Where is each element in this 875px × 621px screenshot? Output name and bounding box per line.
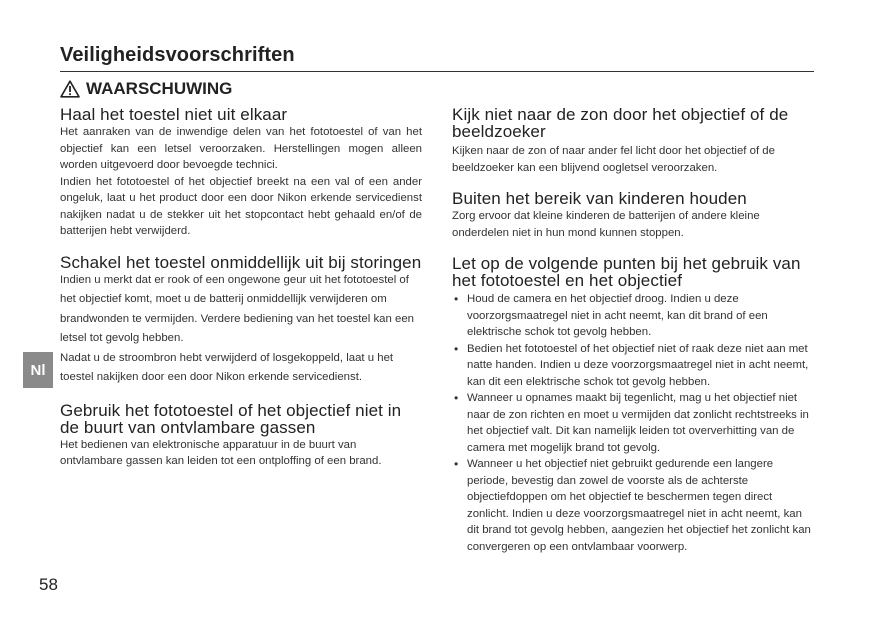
section-heading: Gebruik het fototoestel of het objectief niet in de buurt van ontvlambare gassen <box>60 400 402 437</box>
section-paragraph: Het bedienen van elektronische apparatuur in de buurt van ontvlambare gassen kan leiden tot een ontploffing of een brand. <box>60 438 382 467</box>
right-column <box>452 106 814 569</box>
section-heading: Let op de volgende punten bij het gebruik van het fototoestel en het objectief <box>452 254 801 290</box>
section-sun <box>452 106 814 176</box>
list-item: • Houd de camera en het objectief droog. Indien u deze voorzorgsmaatregel niet in acht neemt, kan dit brand of een elektrische schok tot gevolg hebben. <box>452 291 814 341</box>
section-heading: Kijk niet naar de zon door het objectief of de beeldzoeker <box>452 105 789 141</box>
section-children <box>452 190 814 241</box>
title-divider <box>60 71 814 72</box>
warning-heading <box>60 79 232 99</box>
section-paragraph: Nadat u de stroombron hebt verwijderd of losgekoppeld, laat u het toestel nakijken door een door Nikon erkende servicedienst. <box>60 351 394 383</box>
section-heading: Haal het toestel niet uit elkaar <box>60 105 288 124</box>
precautions-list <box>452 291 814 555</box>
language-tab: Nl <box>23 352 53 388</box>
section-paragraph: Zorg ervoor dat kleine kinderen de batterijen of andere kleine onderdelen niet in hun mond kunnen stoppen. <box>452 210 760 239</box>
section-malfunction <box>60 254 422 388</box>
list-item: • Bedien het fototoestel of het objectief niet of raak deze niet aan met natte handen. Indien u deze voorzorgsmaatregel niet in acht neemt, kan dit een elektrische schok tot gevolg hebben. <box>452 341 814 391</box>
section-flammable-gas <box>60 402 422 470</box>
section-paragraph: Indien u merkt dat er rook of een ongewone geur uit het fototoestel of het objectief komt, moet u de batterij onmiddellijk verwijderen om brandwonden te vermijden. Verdere bediening van het toestel kan een letsel tot gevolg hebben. <box>60 273 414 344</box>
section-precautions <box>452 255 814 555</box>
page-title: Veiligheidsvoorschriften <box>60 44 295 66</box>
page-number: 58 <box>39 575 58 594</box>
section-heading: Buiten het bereik van kinderen houden <box>452 189 747 208</box>
section-heading: Schakel het toestel onmiddellijk uit bij storingen <box>60 252 422 272</box>
section-paragraph: Indien het fototoestel of het objectief breekt na een val of een ander ongeluk, laat u het product door een door Nikon erkende servicedienst nakijken nadat u de stekker uit het stopcontact hebt gehaald en/of de batterijen hebt verwijderd. <box>60 175 422 237</box>
warning-label: WAARSCHUWING <box>86 79 233 98</box>
section-paragraph: Kijken naar de zon of naar ander fel licht door het objectief of de beeldzoeker kan een blijvend oogletsel veroorzaken. <box>452 145 775 174</box>
list-item: • Wanneer u opnames maakt bij tegenlicht, mag u het objectief niet naar de zon richten en moet u vermijden dat zonlicht rechtstreeks in het objectief valt. Dit kan namelijk leiden tot oververhitting van de camera met mogelijk brand tot gevolg. <box>452 390 814 456</box>
list-item: • Wanneer u het objectief niet gebruikt gedurende een langere periode, bevestig dan zowel de voorste als de achterste objectiefdoppen om het objectief te beschermen tegen direct zonlicht. Indien u deze voorzorgsmaatregel niet in acht neemt, kan dit brand tot gevolg hebben, aangezien het objectief het zonlicht kan convergeren op een ontvlambaar voorwerp. <box>452 456 814 555</box>
section-paragraph: Het aanraken van de inwendige delen van het fototoestel of van het objectief kan een letsel veroorzaken. Herstellingen mogen alleen worden uitgevoerd door bevoegde technici. <box>60 126 422 171</box>
section-disassembly <box>60 106 422 240</box>
left-column <box>60 106 422 484</box>
warning-triangle-icon <box>60 80 80 98</box>
